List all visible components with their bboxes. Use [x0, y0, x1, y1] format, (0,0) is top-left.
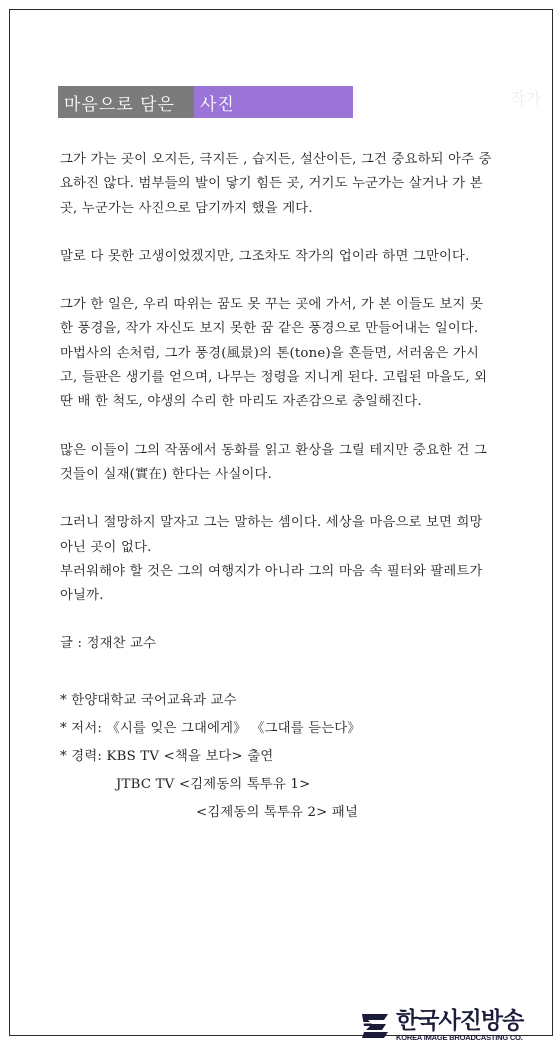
info-line: * 한양대학교 국어교육과 교수: [60, 692, 237, 708]
paragraph: 많은 이들이 그의 작품에서 동화를 읽고 환상을 그릴 테지만 중요한 건 그것들이 실재(實在) 한다는 사실이다.: [60, 442, 487, 482]
logo-english-text: KOREA IMAGE BROADCASTING CO.: [396, 1032, 523, 1042]
faint-overlay-text: 작가: [510, 89, 541, 108]
paragraph: 말로 다 못한 고생이었겠지만, 그조차도 작가의 업이라 하면 그만이다.: [60, 248, 470, 264]
paragraph: 부러워해야 할 것은 그의 여행지가 아니라 그의 마음 속 필터와 팔레트가 아닐까.: [60, 563, 483, 604]
paragraph: 그러니 절망하지 말자고 그는 말하는 셈이다. 세상을 마음으로 보면 희망 아닌 곳이 없다.: [60, 515, 483, 555]
company-logo: [358, 1003, 560, 1047]
author-byline: 글 : 정재찬 교수: [60, 636, 157, 652]
logo-emblem-icon: [358, 1008, 392, 1042]
title-part-1: 마음으로 담은: [58, 86, 194, 118]
article-body: [60, 148, 492, 827]
logo-korean-text: 한국사진방송: [396, 1007, 524, 1034]
info-line: * 경력: KBS TV <책을 보다> 출연: [60, 748, 274, 764]
info-line: JTBC TV <김제동의 톡투유 1>: [116, 776, 311, 792]
info-line: * 저서: 《시를 잊은 그대에게》 《그대를 듣는다》: [60, 720, 361, 736]
paragraph: 그가 한 일은, 우리 따위는 꿈도 못 꾸는 곳에 가서, 가 본 이들도 보지 못한 풍경을, 작가 자신도 보지 못한 꿈 같은 풍경으로 만들어내는 일이다. 마법사의 손처럼, 그가 풍경(風景)의 톤(tone)을 흔들면, 서러움은 가시고, 들판은 생기를 얻으며, 나무는 정령을 지니게 된다. 고립된 마을도, 외딴 배 한 척도, 야생의 수리 한 마리도 자존감으로 충일해진다.: [60, 297, 488, 410]
paragraph: 그가 가는 곳이 오지든, 극지든 , 습지든, 설산이든, 그건 중요하되 아주 중요하진 않다. 범부들의 발이 닿기 힘든 곳, 거기도 누군가는 살거나 가 본 곳, 누군가는 사진으로 담기까지 했을 게다.: [60, 152, 492, 216]
author-info: [60, 687, 492, 827]
info-line: <김제동의 톡투유 2> 패널: [196, 804, 359, 820]
article-title: [58, 86, 353, 118]
title-part-2: 사진: [194, 86, 353, 118]
